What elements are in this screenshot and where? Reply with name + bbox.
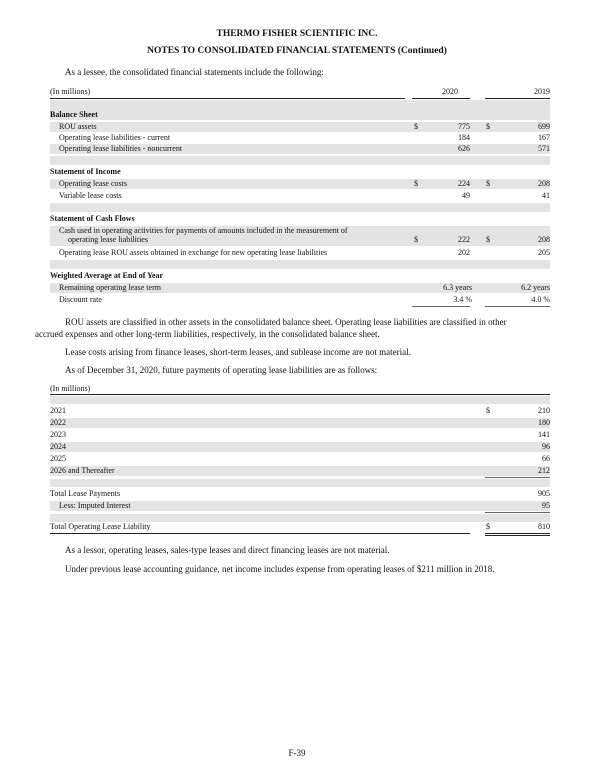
- table-row: [50, 295, 550, 305]
- total-liability-label: Total Operating Lease Liability: [50, 522, 151, 531]
- future-payments-paragraph: As of December 31, 2020, future payments of operating lease liabilities are as follows:: [65, 365, 378, 375]
- year-label: 2024: [50, 442, 66, 451]
- spacer-row: [50, 156, 550, 165]
- header-rule: [485, 98, 550, 99]
- row-label: Operating lease liabilities - current: [59, 133, 171, 142]
- dollar-sign: $: [486, 122, 490, 131]
- payment-value: 180: [538, 418, 550, 427]
- table-row: [50, 430, 550, 440]
- lease-costs-paragraph: Lease costs arising from finance leases, short-term leases, and sublease income are not material.: [65, 347, 411, 357]
- table-row: [50, 133, 550, 143]
- value-2019: 699: [538, 122, 550, 131]
- row-label-continued: operating lease liabilities: [68, 235, 148, 244]
- table-header-row: [50, 384, 550, 394]
- rule: [50, 533, 470, 534]
- table-row: [50, 489, 550, 499]
- rule: [412, 306, 470, 307]
- rule: [485, 477, 550, 478]
- value-2020: 184: [458, 133, 470, 142]
- table-row: [50, 454, 550, 464]
- value-2020: 202: [458, 248, 470, 257]
- table-row: [50, 122, 550, 132]
- section-header: [50, 110, 550, 120]
- table-row: [50, 248, 550, 258]
- unit-label: (In millions): [50, 384, 91, 393]
- dollar-sign: $: [486, 522, 490, 531]
- value-2019: 205: [538, 248, 550, 257]
- value-2020: 222: [458, 235, 470, 244]
- value-2020: 224: [458, 179, 470, 188]
- spacer-row: [50, 260, 550, 269]
- value-2020: 775: [458, 122, 470, 131]
- value-2019: 208: [538, 179, 550, 188]
- value-2019: 41: [542, 191, 550, 200]
- payment-value: 96: [542, 442, 550, 451]
- payment-value: 66: [542, 454, 550, 463]
- value-2019: 167: [538, 133, 550, 142]
- row-label: Cash used in operating activities for payments of amounts included in the measurement of: [59, 226, 348, 235]
- lessor-paragraph: As a lessor, operating leases, sales-type leases and direct financing leases are not material.: [65, 545, 390, 555]
- dollar-sign: $: [414, 122, 418, 131]
- value-2019: 208: [538, 235, 550, 244]
- rule: [485, 512, 550, 513]
- rule: [485, 306, 550, 307]
- cash-flows-title: Statement of Cash Flows: [50, 214, 135, 223]
- rou-paragraph: [35, 316, 550, 340]
- payment-value: 210: [538, 406, 550, 415]
- row-label: Operating lease liabilities - noncurrent: [59, 144, 183, 153]
- table-row: [50, 418, 550, 428]
- value-2020: 6.3 years: [443, 283, 472, 292]
- unit-label: (In millions): [50, 87, 91, 96]
- column-header-2019: 2019: [534, 87, 550, 96]
- value-2020: 49: [462, 191, 470, 200]
- dollar-sign: $: [414, 179, 418, 188]
- section-header: [50, 214, 550, 224]
- intro-text: As a lessee, the consolidated financial statements include the following:: [65, 67, 324, 77]
- value-2019: 6.2 years: [521, 283, 550, 292]
- dollar-sign: $: [486, 179, 490, 188]
- payment-value: 212: [538, 466, 550, 475]
- previous-guidance-paragraph: Under previous lease accounting guidance, net income includes expense from operating leases of $211 million in 2018.: [65, 564, 495, 574]
- table-row: [50, 501, 550, 511]
- row-label: Variable lease costs: [59, 191, 122, 200]
- value-2020: 626: [458, 144, 470, 153]
- table-row: [50, 442, 550, 452]
- table-row: [50, 283, 550, 293]
- total-payments-value: 905: [538, 489, 550, 498]
- year-label: 2022: [50, 418, 66, 427]
- dollar-sign: $: [486, 406, 490, 415]
- income-title: Statement of Income: [50, 167, 121, 176]
- notes-title: NOTES TO CONSOLIDATED FINANCIAL STATEMENTS (Continued): [147, 46, 447, 56]
- total-payments-label: Total Lease Payments: [50, 489, 121, 498]
- spacer-row: [50, 203, 550, 212]
- year-label: 2021: [50, 406, 66, 415]
- table-row: [50, 144, 550, 154]
- dollar-sign: $: [414, 235, 418, 244]
- row-label: Operating lease ROU assets obtained in exchange for new operating lease liabilities: [59, 248, 328, 257]
- year-label: 2026 and Thereafter: [50, 466, 115, 475]
- double-rule: [485, 533, 550, 534]
- year-label: 2025: [50, 454, 66, 463]
- header-rule: [412, 98, 470, 99]
- imputed-interest-label: Less: Imputed Interest: [59, 501, 131, 510]
- year-label: 2023: [50, 430, 66, 439]
- value-2020: 3.4 %: [453, 295, 472, 304]
- company-name: THERMO FISHER SCIENTIFIC INC.: [216, 29, 378, 39]
- table-row: [50, 406, 550, 416]
- dollar-sign: $: [486, 235, 490, 244]
- row-label: Discount rate: [59, 295, 102, 304]
- paragraph-line: accrued expenses and other long-term liabilities, respectively, in the consolidated balance sheet.: [35, 329, 380, 339]
- double-rule: [485, 535, 550, 536]
- row-label: Remaining operating lease term: [59, 283, 161, 292]
- spacer-row: [50, 479, 550, 487]
- table-row: [50, 226, 550, 246]
- total-liability-value: 810: [538, 522, 550, 531]
- page-number: F-39: [288, 748, 306, 758]
- spacer-row: [50, 396, 550, 404]
- section-header: [50, 271, 550, 281]
- weighted-average-title: Weighted Average at End of Year: [50, 271, 164, 280]
- spacer-row: [50, 100, 550, 110]
- paragraph-line: ROU assets are classified in other assets in the consolidated balance sheet. Operating lease liabilities are classified in other: [65, 317, 507, 327]
- header-rule: [50, 98, 405, 99]
- balance-sheet-title: Balance Sheet: [50, 110, 98, 119]
- row-label: Operating lease costs: [59, 179, 127, 188]
- table-row: [50, 466, 550, 476]
- column-header-2020: 2020: [442, 87, 458, 96]
- table-row: [50, 522, 550, 532]
- section-header: [50, 167, 550, 177]
- table-row: [50, 179, 550, 189]
- header-rule: [50, 394, 550, 395]
- table-header-row: [50, 87, 550, 97]
- imputed-interest-value: 95: [542, 501, 550, 510]
- spacer-row: [50, 514, 550, 522]
- row-label: ROU assets: [59, 122, 97, 131]
- table-row: [50, 191, 550, 201]
- value-2019: 571: [538, 144, 550, 153]
- value-2019: 4.0 %: [531, 295, 550, 304]
- payment-value: 141: [538, 430, 550, 439]
